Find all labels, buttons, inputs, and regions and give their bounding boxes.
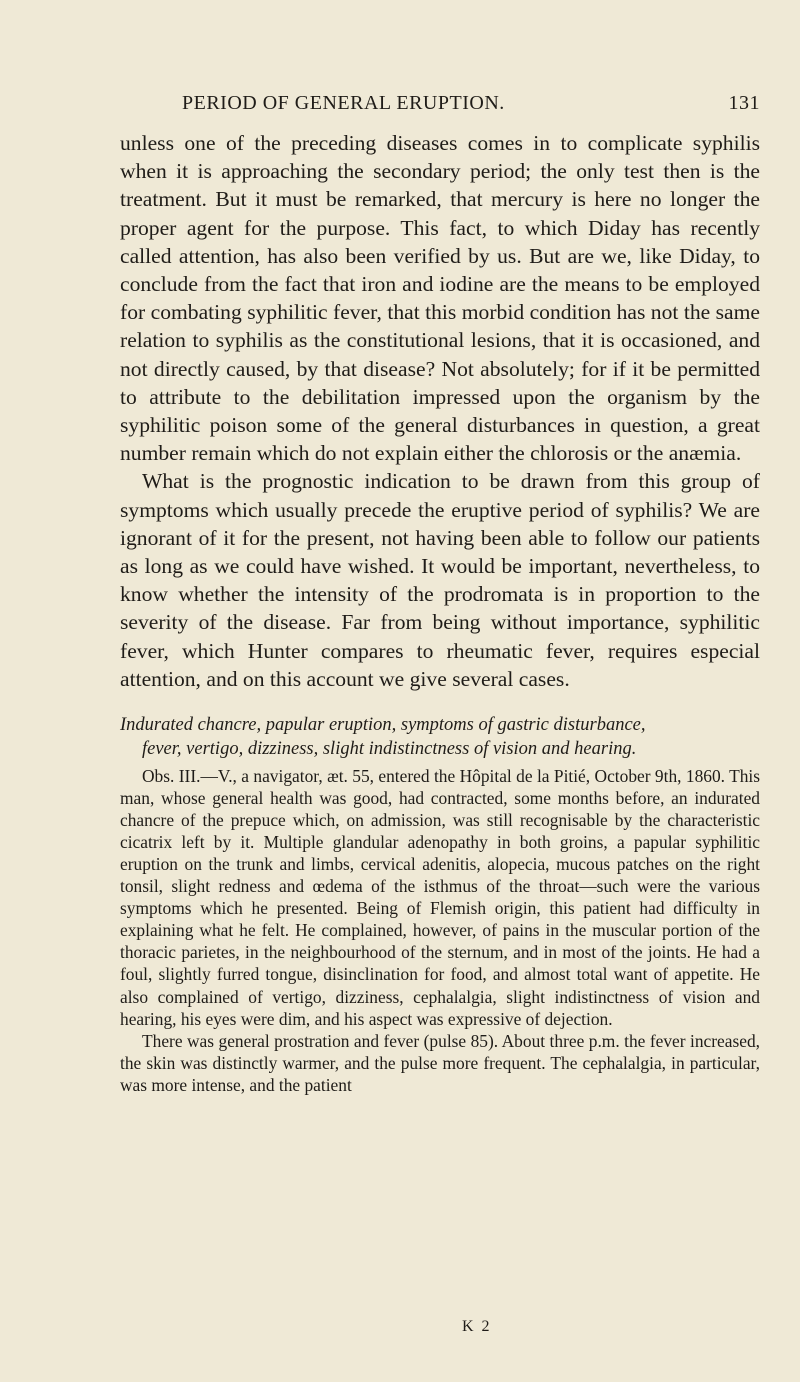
case-title-line-1: Indurated chancre, papular eruption, symptoms of gastric disturbance, xyxy=(120,715,646,736)
observation-paragraph: Obs. III.—V., a navigator, æt. 55, entered the Hôpital de la Pitié, October 9th, 1860. This man, whose general health was good, had contracted, some months before, an indurated chancre of the prepuce which, on admission, was still recognisable by the characteristic cicatrix left by it. Multiple glandular adenopathy in both groins, a papular syphilitic eruption on the trunk and limbs, cervical adenitis, alopecia, mucous patches on the right tonsil, slight redness and œdema of the isthmus of the throat—such were the various symptoms which he presented. Being of Flemish origin, this patient had difficulty in explaining what he felt. He complained, however, of pains in the muscular portion of the thoracic parietes, in the neighbourhood of the sternum, and in most of the joints. He had a foul, slightly furred tongue, disinclination for food, and almost total want of appetite. He also complained of vertigo, dizziness, cephalalgia, slight indistinctness of vision and hearing, his eyes were dim, and his aspect was expressive of dejection. xyxy=(120,766,760,1029)
running-title: PERIOD OF GENERAL ERUPTION. xyxy=(182,92,505,114)
signature-mark: K 2 xyxy=(462,1318,492,1335)
case-title-line-2: fever, vertigo, dizziness, slight indistinctness of vision and hearing. xyxy=(142,739,637,760)
running-head xyxy=(120,92,760,122)
case-title xyxy=(120,713,760,761)
body-text xyxy=(120,129,760,1096)
page-number: 131 xyxy=(728,92,760,114)
paragraph-prognosis: What is the prognostic indication to be drawn from this group of symptoms which usually precede the eruptive period of syphilis? We are ignorant of it for the present, not having been able to follow our patients as long as we could have wished. It would be important, nevertheless, to know whether the intensity of the prodromata is in proportion to the severity of the disease. Far from being without importance, syphilitic fever, which Hunter compares to rheumatic fever, requires especial attention, and on this account we give several cases. xyxy=(120,469,760,691)
paragraph-continuation: unless one of the preceding diseases comes in to complicate syphilis when it is approaching the secondary period; the only test then is the treatment. But it must be remarked, that mercury is here no longer the proper agent for the purpose. This fact, to which Diday has recently called attention, has also been verified by us. But are we, like Diday, to conclude from the fact that iron and iodine are the means to be employed for combating syphilitic fever, that this morbid condition has not the same relation to syphilis as the constitutional lesions, that it is occasioned, and not directly caused, by that disease? Not absolutely; for if it be permitted to attribute to the debilitation impressed upon the organism by the syphilitic poison some of the general disturbances in question, a great number remain which do not explain either the chlorosis or the anæmia. xyxy=(120,131,760,466)
observation-paragraph-continued: There was general prostration and fever (pulse 85). About three p.m. the fever increased, the skin was distinctly warmer, and the pulse more frequent. The cephalalgia, in particular, was more intense, and the patient xyxy=(120,1030,760,1095)
